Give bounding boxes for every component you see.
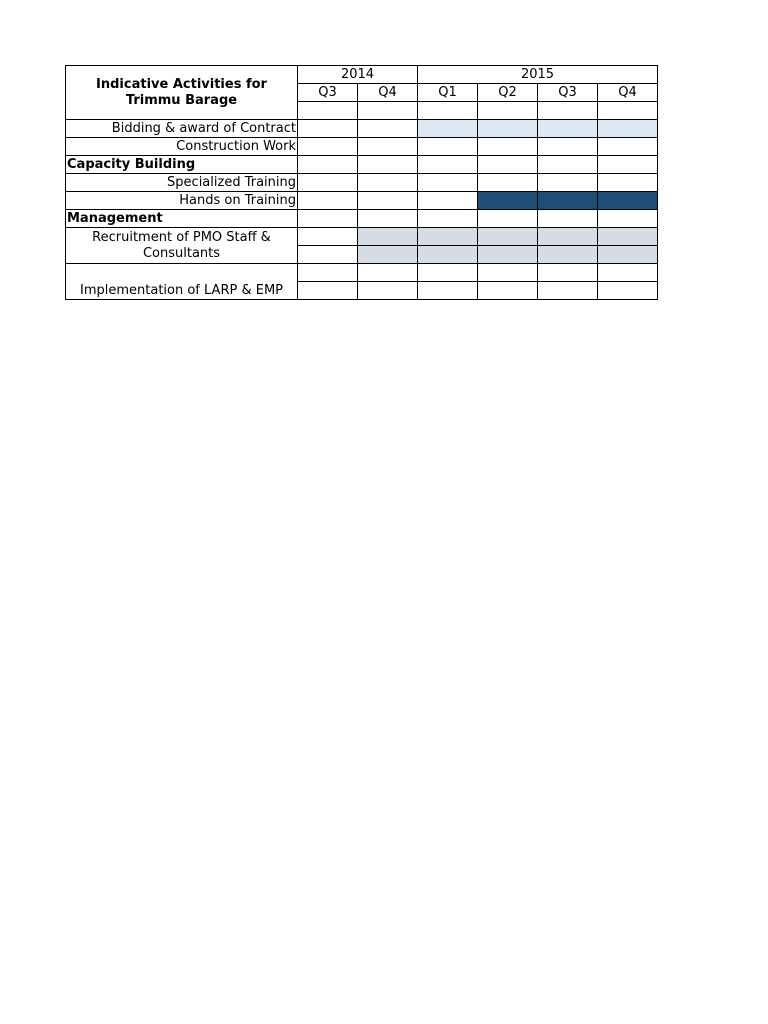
section-label: Capacity Building xyxy=(66,156,298,174)
table-row xyxy=(66,120,658,138)
activity-label: Bidding & award of Contract xyxy=(66,120,298,138)
timeline-cell xyxy=(358,174,418,192)
timeline-cell-filled xyxy=(598,192,658,210)
timeline-cell-filled xyxy=(358,228,418,246)
timeline-cell-filled xyxy=(478,228,538,246)
quarter-header: Q4 xyxy=(598,84,658,102)
quarter-header: Q3 xyxy=(538,84,598,102)
quarter-header: Q1 xyxy=(418,84,478,102)
timeline-cell-filled xyxy=(538,228,598,246)
activity-label: Specialized Training xyxy=(66,174,298,192)
timeline-cell xyxy=(298,228,358,246)
timeline-cell xyxy=(478,138,538,156)
table-row xyxy=(66,192,658,210)
section-row xyxy=(66,156,658,174)
timeline-cell xyxy=(538,174,598,192)
timeline-cell xyxy=(418,192,478,210)
timeline-cell xyxy=(478,282,538,300)
timeline-cell xyxy=(418,282,478,300)
timeline-cell xyxy=(298,282,358,300)
timeline-cell xyxy=(418,138,478,156)
timeline-cell xyxy=(478,264,538,282)
timeline-cell-filled xyxy=(538,192,598,210)
quarter-header: Q4 xyxy=(358,84,418,102)
timeline-cell-filled xyxy=(598,246,658,264)
section-label: Management xyxy=(66,210,298,228)
timeline-cell xyxy=(358,264,418,282)
quarter-header: Q3 xyxy=(298,84,358,102)
timeline-cell-filled xyxy=(478,120,538,138)
timeline-cell xyxy=(418,264,478,282)
timeline-cell xyxy=(478,174,538,192)
timeline-cell xyxy=(298,192,358,210)
table-row xyxy=(66,174,658,192)
timeline-cell xyxy=(598,174,658,192)
timeline-cell-filled xyxy=(538,246,598,264)
year-header-2014: 2014 xyxy=(298,66,418,84)
timeline-cell xyxy=(298,246,358,264)
timeline-cell xyxy=(538,138,598,156)
timeline-cell xyxy=(538,282,598,300)
quarter-header: Q2 xyxy=(478,84,538,102)
timeline-cell-filled xyxy=(538,120,598,138)
timeline-cell xyxy=(298,264,358,282)
timeline-cell-filled xyxy=(598,120,658,138)
timeline-cell xyxy=(298,174,358,192)
timeline-cell xyxy=(358,282,418,300)
table-row xyxy=(66,228,658,246)
timeline-cell-filled xyxy=(418,246,478,264)
gantt-table xyxy=(65,65,658,300)
timeline-cell xyxy=(298,120,358,138)
table-row xyxy=(66,264,658,282)
table-title: Indicative Activities for Trimmu Barage xyxy=(66,66,298,120)
timeline-cell xyxy=(418,174,478,192)
timeline-cell xyxy=(598,138,658,156)
timeline-cell xyxy=(358,120,418,138)
timeline-cell-filled xyxy=(478,246,538,264)
activity-label: Construction Work xyxy=(66,138,298,156)
activity-label: Recruitment of PMO Staff & Consultants xyxy=(66,228,298,264)
timeline-cell xyxy=(298,138,358,156)
year-header-2015: 2015 xyxy=(418,66,658,84)
timeline-cell-filled xyxy=(418,120,478,138)
activity-label: Hands on Training xyxy=(66,192,298,210)
timeline-cell xyxy=(358,138,418,156)
timeline-cell-filled xyxy=(478,192,538,210)
timeline-cell-filled xyxy=(358,246,418,264)
table-row xyxy=(66,138,658,156)
section-row xyxy=(66,210,658,228)
timeline-cell xyxy=(358,192,418,210)
activity-label: Implementation of LARP & EMP xyxy=(66,264,298,300)
timeline-cell xyxy=(598,264,658,282)
timeline-cell xyxy=(598,282,658,300)
timeline-cell-filled xyxy=(598,228,658,246)
timeline-cell xyxy=(538,264,598,282)
timeline-cell-filled xyxy=(418,228,478,246)
